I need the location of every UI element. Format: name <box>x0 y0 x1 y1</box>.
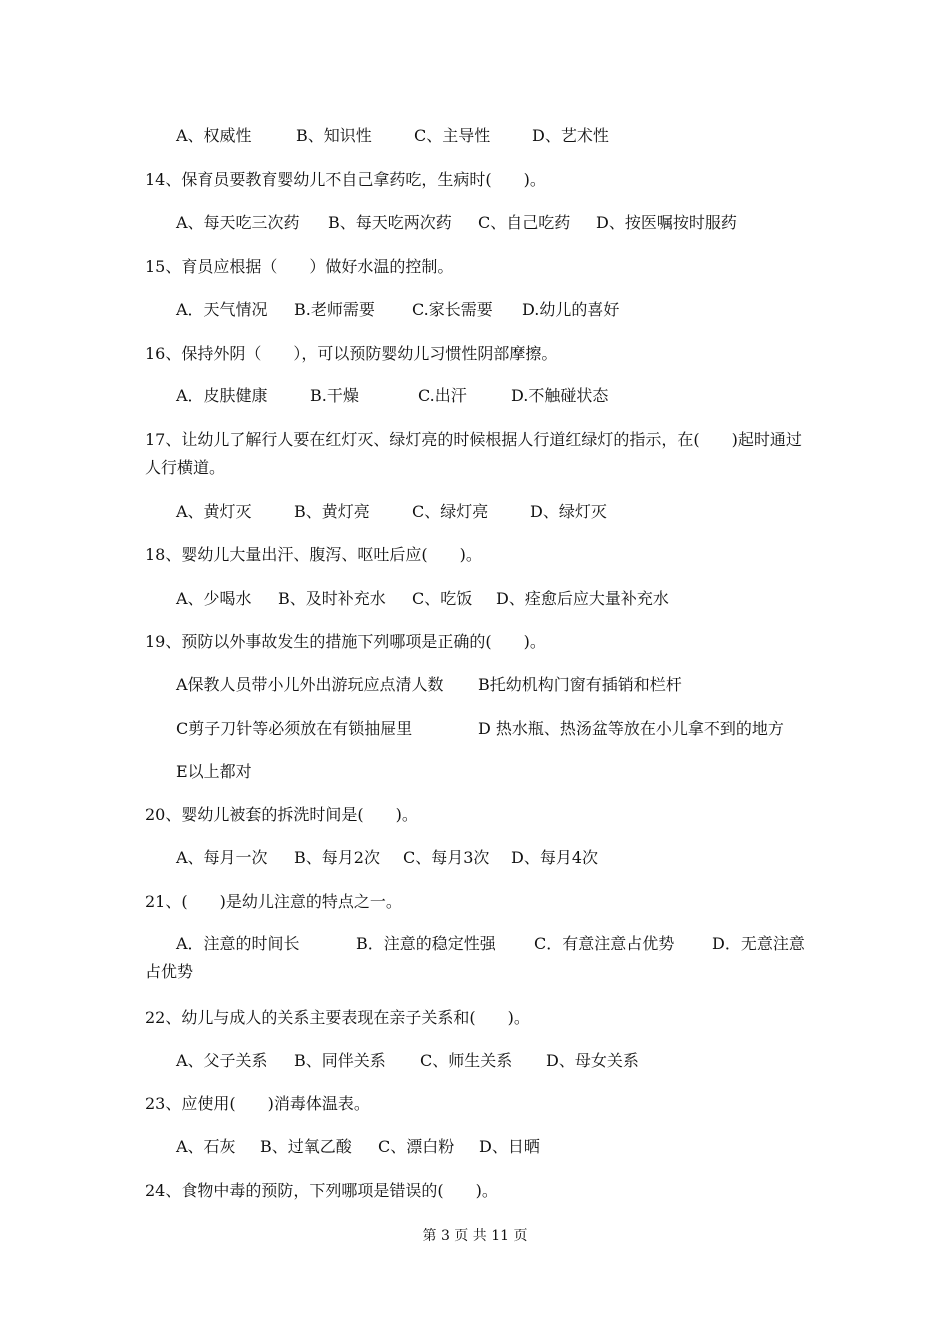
q17-options <box>176 498 810 526</box>
q23-options <box>176 1133 810 1161</box>
q13-option-b: B、知识性 <box>296 126 372 145</box>
q21-option-d: D．无意注意占优势 <box>145 934 805 981</box>
q19-options-row1 <box>176 671 810 699</box>
q13-option-a: A、权威性 <box>176 126 252 145</box>
q16-option-b: B.干燥 <box>310 386 359 405</box>
q21-option-a: A．注意的时间长 <box>176 934 300 953</box>
q13-option-c: C、主导性 <box>414 126 491 145</box>
q16-option-a: A．皮肤健康 <box>176 386 268 405</box>
q24-stem: 24、食物中毒的预防，下列哪项是错误的( )。 <box>145 1181 498 1200</box>
q15-option-d: D.幼儿的喜好 <box>522 300 620 319</box>
q19-option-e: E以上都对 <box>176 762 252 781</box>
q21-option-c: C．有意注意占优势 <box>534 934 675 953</box>
q22-stem: 22、幼儿与成人的关系主要表现在亲子关系和( )。 <box>145 1008 530 1027</box>
q17-option-d: D、绿灯灭 <box>530 502 607 521</box>
q20-option-c: C、每月3次 <box>403 848 490 867</box>
q22-option-a: A、父子关系 <box>176 1051 268 1070</box>
q22-option-c: C、师生关系 <box>420 1051 513 1070</box>
q21-options <box>145 930 810 986</box>
q21-option-b: B．注意的稳定性强 <box>356 934 496 953</box>
q14-option-b: B、每天吃两次药 <box>328 213 452 232</box>
q19-stem: 19、预防以外事故发生的措施下列哪项是正确的( )。 <box>145 632 546 651</box>
q17-stem: 17、让幼儿了解行人要在红灯灭、绿灯亮的时候根据人行道红绿灯的指示，在( )起时通过人行横道。 <box>145 430 802 477</box>
q19-option-c: C剪子刀针等必须放在有锁抽屉里 <box>176 719 413 738</box>
q14-option-d: D、按医嘱按时服药 <box>596 213 737 232</box>
q19-option-d: D 热水瓶、热汤盆等放在小儿拿不到的地方 <box>478 719 784 738</box>
q18-option-a: A、少喝水 <box>176 589 252 608</box>
q16-options <box>176 382 810 410</box>
q23-option-b: B、过氧乙酸 <box>260 1137 352 1156</box>
q15-option-c: C.家长需要 <box>412 300 493 319</box>
q13-option-d: D、艺术性 <box>532 126 609 145</box>
q15-option-a: A．天气情况 <box>176 300 268 319</box>
q15-stem: 15、育员应根据（ ）做好水温的控制。 <box>145 257 454 276</box>
q14-options <box>176 209 810 237</box>
q23-option-d: D、日晒 <box>479 1137 540 1156</box>
q20-options <box>176 844 810 872</box>
q14-option-a: A、每天吃三次药 <box>176 213 300 232</box>
q22-option-b: B、同伴关系 <box>294 1051 386 1070</box>
q16-stem: 16、保持外阴（ ），可以预防婴幼儿习惯性阴部摩擦。 <box>145 344 558 363</box>
q19-option-b: B托幼机构门窗有插销和栏杆 <box>478 675 682 694</box>
q20-option-d: D、每月4次 <box>511 848 599 867</box>
q16-option-c: C.出汗 <box>418 386 467 405</box>
q17-option-c: C、绿灯亮 <box>412 502 489 521</box>
q20-option-b: B、每月2次 <box>294 848 380 867</box>
q14-option-c: C、自己吃药 <box>478 213 571 232</box>
q18-options <box>176 585 810 613</box>
q20-stem: 20、婴幼儿被套的拆洗时间是( )。 <box>145 805 418 824</box>
q23-option-a: A、石灰 <box>176 1137 236 1156</box>
q20-option-a: A、每月一次 <box>176 848 268 867</box>
q15-option-b: B.老师需要 <box>294 300 375 319</box>
q22-options <box>176 1047 810 1075</box>
q18-option-b: B、及时补充水 <box>278 589 386 608</box>
q18-option-d: D、痊愈后应大量补充水 <box>496 589 669 608</box>
q17-option-a: A、黄灯灭 <box>176 502 252 521</box>
q23-stem: 23、应使用( )消毒体温表。 <box>145 1094 370 1113</box>
q14-stem: 14、保育员要教育婴幼儿不自己拿药吃，生病时( )。 <box>145 170 546 189</box>
q18-option-c: C、吃饭 <box>412 589 473 608</box>
q19-options-row2 <box>176 715 810 743</box>
q18-stem: 18、婴幼儿大量出汗、腹泻、呕吐后应( )。 <box>145 545 482 564</box>
q16-option-d: D.不触碰状态 <box>511 386 609 405</box>
q23-option-c: C、漂白粉 <box>378 1137 455 1156</box>
q22-option-d: D、母女关系 <box>546 1051 639 1070</box>
page-footer: 第 3 页 共 11 页 <box>422 1228 528 1244</box>
q17-option-b: B、黄灯亮 <box>294 502 370 521</box>
q13-options <box>176 122 810 150</box>
q19-option-a: A保教人员带小儿外出游玩应点清人数 <box>176 675 444 694</box>
q15-options <box>176 296 810 324</box>
q21-stem: 21、( )是幼儿注意的特点之一。 <box>145 892 402 911</box>
